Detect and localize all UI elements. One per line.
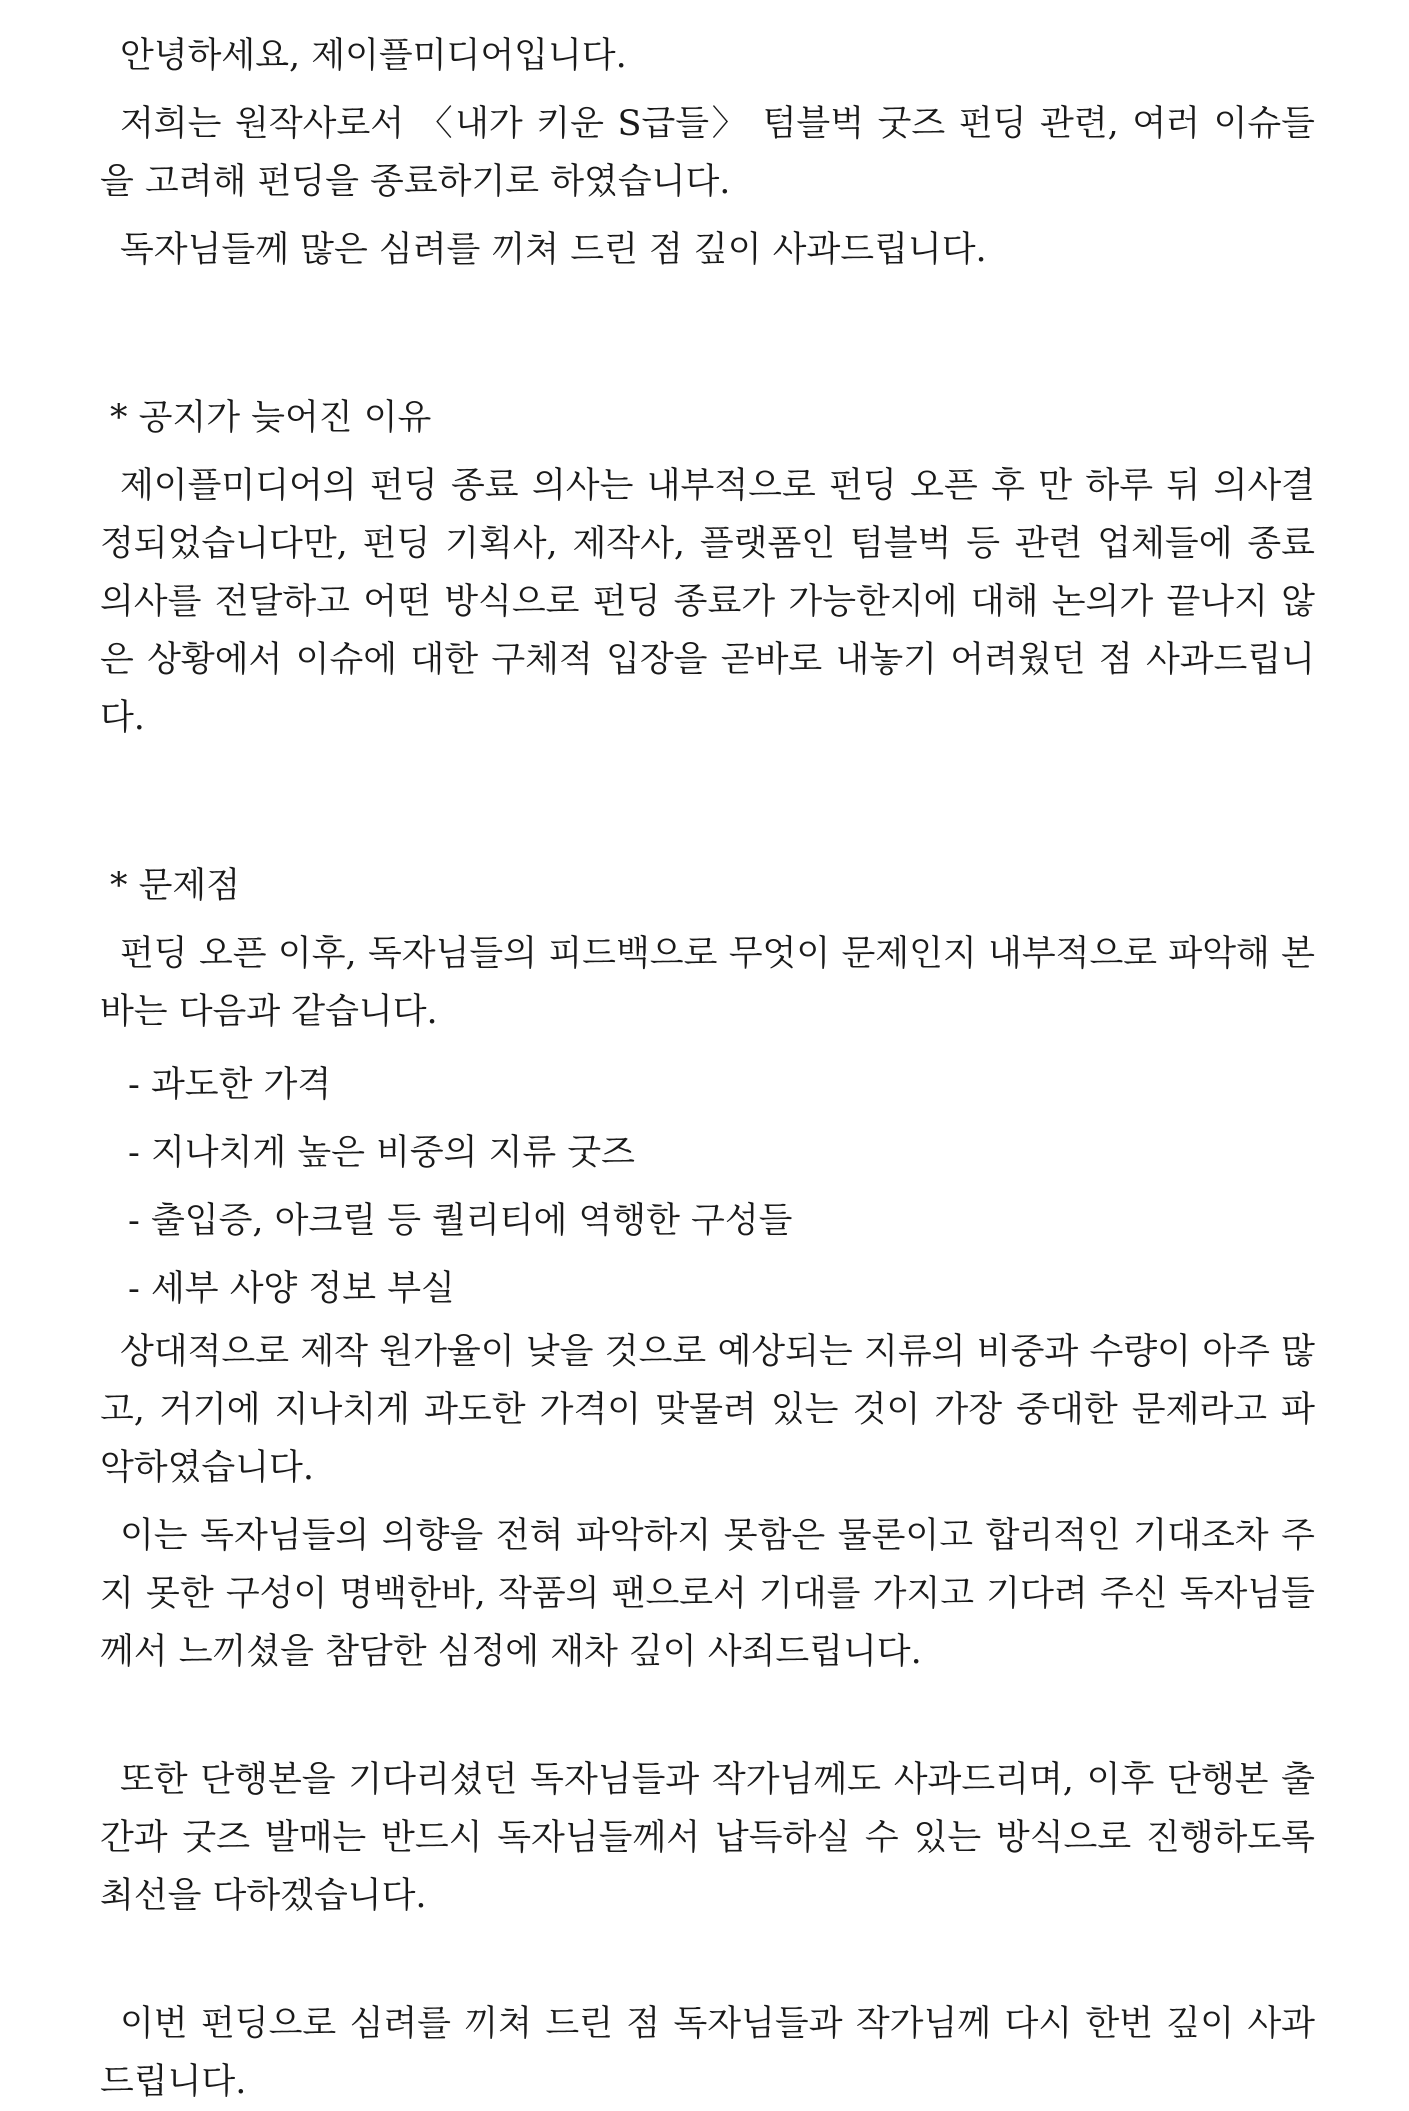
problems-intro: 펀딩 오픈 이후, 독자님들의 피드백으로 무엇이 문제인지 내부적으로 파악해 본 바는 다음과 같습니다. (100, 934, 1315, 1032)
notice-document (100, 0, 1315, 2111)
apology-statement: 독자님들께 많은 심려를 끼쳐 드린 점 깊이 사과드립니다. (120, 230, 987, 270)
problem-item: - 출입증, 아크릴 등 퀄리티에 역행한 구성들 (128, 1201, 793, 1241)
funding-end-statement: 저희는 원작사로서 〈내가 키운 S급들〉 텀블벅 굿즈 펀딩 관련, 여러 이슈들을 고려해 펀딩을 종료하기로 하였습니다. (100, 104, 1315, 202)
delay-reason-paragraph: 제이플미디어의 펀딩 종료 의사는 내부적으로 펀딩 오픈 후 만 하루 뒤 의사결정되었습니다만, 펀딩 기획사, 제작사, 플랫폼인 텀블벅 등 관련 업체들에 종료 의사를 전달하고 어떤 방식으로 펀딩 종료가 가능한지에 대해 논의가 끝나지 않은 상황에서 이슈에 대한 구체적 입장을 곧바로 내놓기 어려웠던 점 사과드립니다. (100, 466, 1315, 738)
problem-analysis: 상대적으로 제작 원가율이 낮을 것으로 예상되는 지류의 비중과 수량이 아주 많고, 거기에 지나치게 과도한 가격이 맞물려 있는 것이 가장 중대한 문제라고 파악하였습니다. (100, 1332, 1315, 1488)
greeting: 안녕하세요, 제이플미디어입니다. (120, 36, 627, 76)
section-heading-delay: * 공지가 늦어진 이유 (110, 398, 432, 438)
closing-paragraph: 또한 단행본을 기다리셨던 독자님들과 작가님께도 사과드리며, 이후 단행본 출간과 굿즈 발매는 반드시 독자님들께서 납득하실 수 있는 방식으로 진행하도록 최선을 다하겠습니다. (100, 1760, 1315, 1916)
problem-apology: 이는 독자님들의 의향을 전혀 파악하지 못함은 물론이고 합리적인 기대조차 주지 못한 구성이 명백한바, 작품의 팬으로서 기대를 가지고 기다려 주신 독자님들께서 느끼셨을 참담한 심정에 재차 깊이 사죄드립니다. (100, 1516, 1315, 1672)
problem-item: - 세부 사양 정보 부실 (128, 1269, 455, 1309)
problem-item: - 과도한 가격 (128, 1065, 332, 1105)
problem-item: - 지나치게 높은 비중의 지류 굿즈 (128, 1133, 635, 1173)
final-apology: 이번 펀딩으로 심려를 끼쳐 드린 점 독자님들과 작가님께 다시 한번 깊이 사과드립니다. (100, 2004, 1315, 2102)
section-heading-problems: * 문제점 (110, 866, 241, 906)
